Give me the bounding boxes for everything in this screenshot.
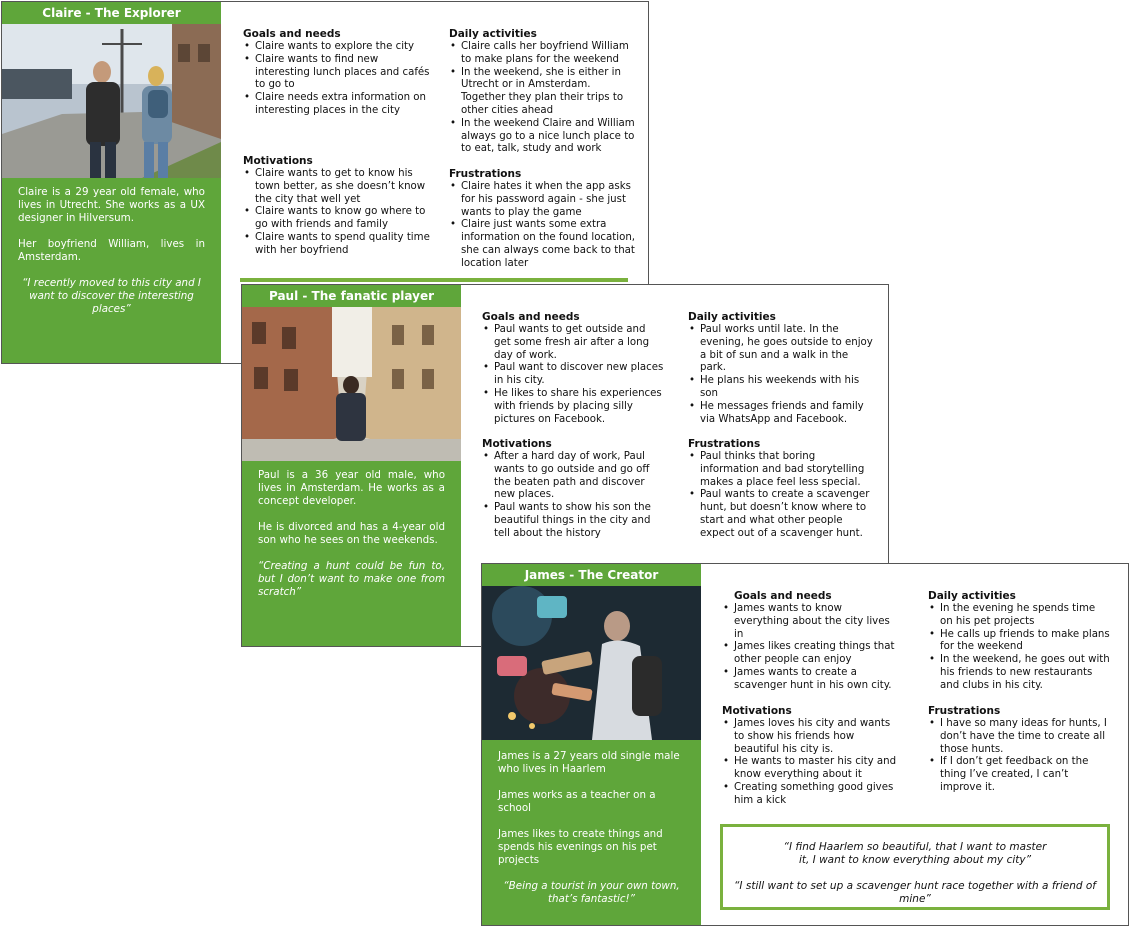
persona-bio: [2, 178, 221, 316]
frustrations-section: [928, 705, 1110, 795]
section-heading: Frustrations: [688, 438, 761, 450]
list-item: • Paul wants to get outside and get some fresh air after a long day of work.: [494, 324, 664, 362]
persona-title: Claire - The Explorer: [42, 6, 181, 20]
persona-quote: “Being a tourist in your own town, that’s fantastic!”: [503, 880, 680, 905]
list-item: • Claire needs extra information on interesting places in the city: [255, 92, 433, 118]
list-item: • In the weekend Claire and William always go to a nice lunch place to to eat, talk, study and work: [461, 118, 637, 156]
list-item: • After a hard day of work, Paul wants to go outside and go off the beaten path and discover new places.: [494, 451, 664, 502]
list-item: • James loves his city and wants to show his friends how beautiful his city is.: [734, 718, 898, 756]
section-heading: Motivations: [722, 705, 792, 717]
list-item: • James wants to know everything about the city lives in: [734, 603, 898, 641]
frustrations-section: [688, 438, 876, 541]
motivations-section: [722, 705, 898, 808]
section-heading: Daily activities: [928, 590, 1016, 602]
persona-bio: [482, 740, 701, 906]
list-item: • Paul thinks that boring information and bad storytelling makes a place feel less special.: [700, 451, 876, 489]
list-item: • Claire wants to explore the city: [255, 41, 433, 54]
persona-sidebar: [482, 564, 701, 925]
list-item: • He likes to share his experiences with friends by placing silly pictures on Facebook.: [494, 388, 664, 426]
list-item: • Claire wants to find new interesting lunch places and cafés to go to: [255, 54, 433, 92]
goals-section: [722, 590, 898, 693]
bio-paragraph: James likes to create things and spends his evenings on his pet projects: [498, 828, 663, 866]
section-heading: Motivations: [482, 438, 552, 450]
canal-street-photo: [242, 307, 461, 461]
list-item: • In the weekend, she is either in Utrecht or in Amsterdam. Together they plan their trips to other cities ahead: [461, 67, 637, 118]
bio-paragraph: Claire is a 29 year old female, who lives in Utrecht. She works as a UX designer in Hilversum.: [18, 186, 205, 224]
section-heading: Goals and needs: [243, 28, 341, 40]
list-item: • Claire calls her boyfriend William to make plans for the weekend: [461, 41, 637, 67]
section-heading: Frustrations: [449, 168, 522, 180]
persona-quote: “Creating a hunt could be fun to, but I don’t want to make one from scratch”: [258, 560, 445, 598]
section-heading: Goals and needs: [734, 590, 832, 602]
section-heading: Daily activities: [449, 28, 537, 40]
persona-quote: “I find Haarlem so beautiful, that I want to master it, I want to know everything about my city”: [783, 841, 1047, 866]
daily-activities-section: [928, 590, 1110, 693]
list-item: • James wants to create a scavenger hunt in his own city.: [734, 667, 898, 693]
persona-quote: “I recently moved to this city and I want to discover the interesting places”: [22, 277, 201, 315]
persona-quote: “I still want to set up a scavenger hunt race together with a friend of mine”: [733, 880, 1096, 905]
list-item: • If I don’t get feedback on the thing I’ve created, I can’t improve it.: [940, 756, 1110, 794]
goals-section: [482, 311, 664, 426]
list-item: • Paul want to discover new places in his city.: [494, 362, 664, 388]
list-item: • He calls up friends to make plans for the weekend: [940, 629, 1110, 655]
bio-paragraph: James works as a teacher on a school: [498, 789, 656, 814]
list-item: • Creating something good gives him a kick: [734, 782, 898, 808]
list-item: • He wants to master his city and know everything about it: [734, 756, 898, 782]
goals-section: [243, 28, 433, 118]
daily-activities-section: [449, 28, 637, 156]
list-item: • In the evening he spends time on his pet projects: [940, 603, 1110, 629]
list-item: • Claire wants to get to know his town better, as she doesn’t know the city that well yet: [255, 168, 433, 206]
frustrations-section: [449, 168, 637, 271]
fairground-night-photo: [482, 586, 701, 740]
persona-card-james: [481, 563, 1129, 926]
list-item: • Claire wants to know go where to go with friends and family: [255, 206, 433, 232]
list-item: • Paul wants to show his son the beautiful things in the city and tell about the history: [494, 502, 664, 540]
bio-paragraph: Her boyfriend William, lives in Amsterdam.: [18, 238, 205, 263]
persona-sidebar: [2, 2, 221, 363]
list-item: • He messages friends and family via WhatsApp and Facebook.: [700, 401, 876, 427]
list-item: • Claire just wants some extra information on the found location, she can always come back to that location later: [461, 219, 637, 270]
section-heading: Frustrations: [928, 705, 1001, 717]
card-border-accent: [240, 278, 628, 282]
list-item: • I have so many ideas for hunts, I don’t have the time to create all those hunts.: [940, 718, 1110, 756]
persona-title: Paul - The fanatic player: [268, 289, 435, 303]
section-heading: Motivations: [243, 155, 313, 167]
list-item: • Paul wants to create a scavenger hunt, but doesn’t know where to start and what other people expect out of a scavenger hunt.: [700, 489, 876, 540]
list-item: • Claire hates it when the app asks for his password again - she just wants to play the game: [461, 181, 637, 219]
motivations-section: [482, 438, 664, 541]
list-item: • Claire wants to spend quality time with her boyfriend: [255, 232, 433, 258]
persona-sidebar: [242, 285, 461, 646]
list-item: • In the weekend, he goes out with his friends to new restaurants and clubs in his city.: [940, 654, 1110, 692]
list-item: • James likes creating things that other people can enjoy: [734, 641, 898, 667]
daily-activities-section: [688, 311, 876, 426]
bio-paragraph: He is divorced and has a 4-year old son who he sees on the weekends.: [258, 521, 445, 546]
persona-bio: [242, 461, 461, 599]
persona-title: James - The Creator: [524, 568, 659, 582]
section-heading: Daily activities: [688, 311, 776, 323]
list-item: • Paul works until late. In the evening, he goes outside to enjoy a bit of sun and a walk in the park.: [700, 324, 876, 375]
motivations-section: [243, 155, 433, 258]
section-heading: Goals and needs: [482, 311, 580, 323]
bio-paragraph: James is a 27 years old single male who lives in Haarlem: [498, 750, 680, 775]
couple-walking-photo: [2, 24, 221, 178]
quotes-box: [720, 824, 1110, 910]
list-item: • He plans his weekends with his son: [700, 375, 876, 401]
bio-paragraph: Paul is a 36 year old male, who lives in Amsterdam. He works as a concept developer.: [258, 469, 445, 507]
